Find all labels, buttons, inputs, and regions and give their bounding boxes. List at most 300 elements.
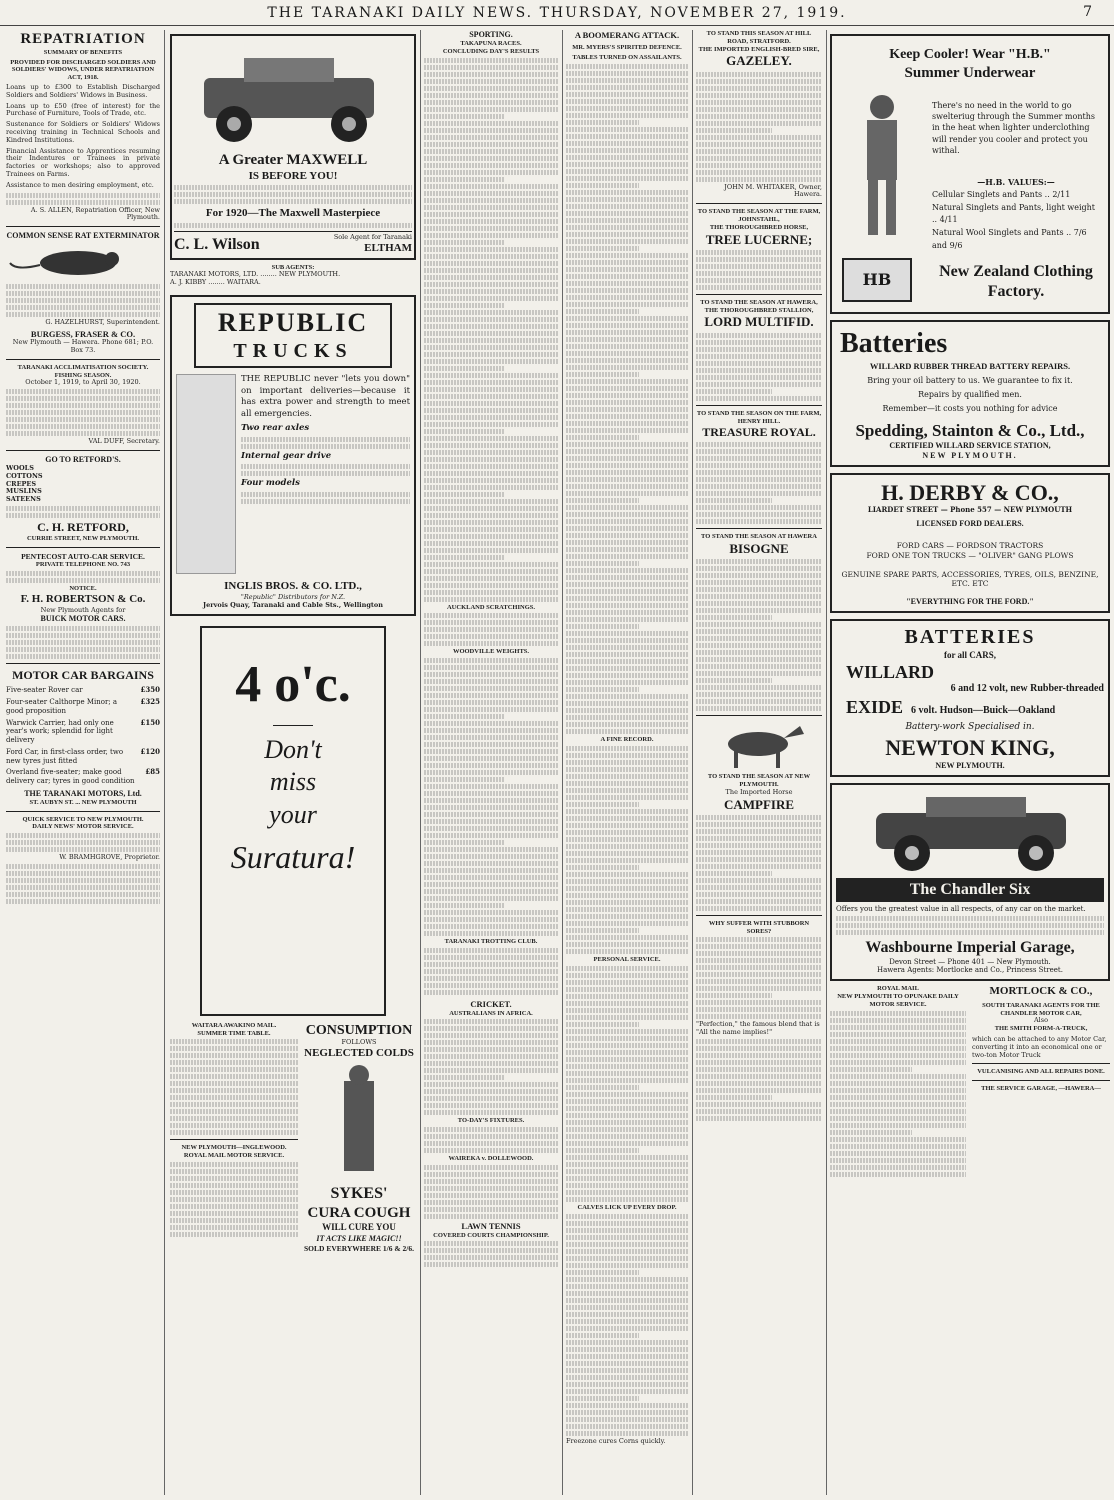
text-line [566, 176, 688, 181]
text-line [566, 893, 688, 898]
cricket-subheading: AUSTRALIANS IN AFRICA. [449, 1009, 533, 1017]
text-line [424, 114, 504, 119]
text-line [696, 885, 822, 890]
text-line [566, 914, 688, 919]
notice-heading: NOTICE. [69, 585, 97, 592]
text-line [696, 594, 822, 599]
text-line [424, 576, 558, 581]
text-line [424, 889, 558, 894]
mortlock-truck: THE SMITH FORM-A-TRUCK, [994, 1025, 1088, 1033]
woodville-text [424, 658, 558, 936]
quick-service-sub: DAILY NEWS' MOTOR SERVICE. [32, 823, 134, 831]
suratura-line: Don't [264, 734, 322, 764]
text-line [696, 449, 822, 454]
text-line [424, 100, 558, 105]
text-line [424, 826, 558, 831]
waitara-title: WAITARA AWAKINO MAIL. [191, 1021, 277, 1029]
text-line [424, 534, 558, 539]
text-line [424, 590, 558, 595]
text-line [566, 858, 688, 863]
text-line [696, 512, 822, 517]
text-line [424, 1179, 558, 1184]
text-line [566, 809, 688, 814]
text-line [696, 333, 822, 338]
text-line [424, 429, 504, 434]
batteries-line: Repairs by qualified men. [918, 389, 1022, 399]
text-line [566, 694, 688, 699]
trotting-heading: TARANAKI TROTTING CLUB. [444, 938, 538, 946]
text-line [566, 1155, 688, 1160]
text-line [424, 163, 558, 168]
text-line [566, 344, 688, 349]
text-line [424, 917, 558, 922]
text-line [696, 163, 822, 168]
text-line [424, 58, 558, 63]
text-line [424, 1214, 558, 1219]
text-line [566, 155, 688, 160]
text-line [566, 1190, 688, 1195]
text-line [424, 415, 558, 420]
text-line [696, 1014, 822, 1019]
text-line [566, 197, 688, 202]
derby-line: FORD CARS — FORDSON TRACTORS [896, 541, 1044, 551]
sporting-heading: SPORTING. [469, 30, 513, 39]
repatriation-title: REPATRIATION [20, 31, 146, 47]
derby-line: GENUINE SPARE PARTS, ACCESSORIES, TYRES, OILS, BENZINE, ETC. ETC [841, 569, 1099, 589]
text-line [566, 645, 688, 650]
lucerne-text [696, 250, 822, 290]
auckland-heading: AUCKLAND SCRATCHINGS. [446, 603, 535, 611]
text-line [696, 156, 822, 161]
text-line [566, 260, 688, 265]
text-line [696, 340, 822, 345]
text-line [696, 864, 822, 869]
text-line [696, 937, 822, 942]
text-line [566, 1183, 688, 1188]
text-line [424, 1110, 558, 1115]
royal-mail-subtitle: NEW PLYMOUTH TO OPUNAKE DAILY MOTOR SERVICE. [837, 992, 959, 1008]
text-line [566, 1001, 688, 1006]
derby-subtitle: LICENSED FORD DEALERS. [916, 519, 1024, 529]
waitara-timetable [170, 1022, 298, 1253]
text-line [424, 65, 558, 70]
text-line [424, 1033, 558, 1038]
text-line [566, 935, 688, 940]
column-rule [826, 30, 827, 1495]
text-line [566, 435, 639, 440]
corns-line: Freezone cures Corns quickly. [566, 1436, 666, 1445]
cricket-text [424, 1019, 558, 1115]
buick-heading: BUICK MOTOR CARS. [40, 614, 126, 624]
text-line [566, 795, 688, 800]
text-line [424, 756, 558, 761]
text-line [566, 505, 688, 510]
text-line [566, 1382, 688, 1387]
text-line [696, 484, 822, 489]
text-line [696, 361, 822, 366]
text-line [566, 652, 688, 657]
text-line [424, 366, 504, 371]
text-line [830, 1074, 966, 1079]
column-4 [566, 30, 688, 1495]
text-line [424, 693, 558, 698]
text-line [696, 657, 822, 662]
text-line [566, 372, 639, 377]
column-rule [692, 30, 693, 1495]
text-line [566, 844, 688, 849]
text-line [424, 527, 558, 532]
waireka-heading: WAIREKA v. DOLLEWOOD. [448, 1155, 534, 1163]
sykes-cure: WILL CURE YOU [322, 1222, 396, 1233]
text-line [696, 671, 822, 676]
text-line [696, 285, 822, 290]
retford-heading: GO TO RETFORD'S. [45, 455, 121, 465]
text-line [696, 519, 822, 524]
text-line [566, 1319, 688, 1324]
text-line [566, 1169, 688, 1174]
text-line [566, 162, 688, 167]
inglis-sub: "Republic" Distributors for N.Z. [240, 593, 346, 602]
text-line [696, 958, 822, 963]
text-line [566, 942, 688, 947]
robertson-sub: New Plymouth Agents for [40, 605, 126, 614]
text-line [696, 396, 822, 401]
gazeley-name: GAZELEY. [726, 53, 792, 69]
text-line [830, 1172, 966, 1177]
text-line [424, 847, 558, 852]
text-line [566, 1148, 639, 1153]
text-line [424, 499, 558, 504]
acclimatisation-title: TARANAKI ACCLIMATISATION SOCIETY. [17, 363, 149, 371]
text-line [566, 253, 688, 258]
text-line [424, 707, 558, 712]
motor-bargain-price: £150 [140, 717, 160, 727]
gazeley-text [696, 72, 822, 182]
sores-text [696, 937, 822, 1019]
text-line [830, 1151, 966, 1156]
fishing-dates: October 1, 1919, to April 30, 1920. [25, 378, 141, 387]
text-line [424, 135, 558, 140]
lawn-tennis-heading: LAWN TENNIS [461, 1221, 521, 1231]
text-line [696, 951, 822, 956]
text-line [566, 183, 639, 188]
text-line [424, 450, 558, 455]
text-line [566, 886, 688, 891]
mortlock-also: Also [1033, 1016, 1049, 1025]
text-line [566, 746, 688, 751]
text-line [424, 275, 558, 280]
sykes-price: SOLD EVERYWHERE 1/6 & 2/6. [304, 1243, 414, 1253]
text-line [424, 1172, 558, 1177]
text-line [566, 218, 688, 223]
motor-bargain-item [6, 686, 160, 695]
multifid-text [696, 333, 822, 401]
text-line [566, 1312, 688, 1317]
text-line [424, 749, 558, 754]
text-line [424, 714, 504, 719]
suratura-line: miss [269, 767, 317, 797]
pentecost-phone: PRIVATE TELEPHONE NO. 743 [35, 561, 131, 569]
tables-subheading: TABLES TURNED ON ASSAILANTS. [572, 54, 682, 62]
text-line [830, 1095, 966, 1100]
text-line [696, 1074, 822, 1079]
text-line [566, 1340, 688, 1345]
batteries-subtitle: WILLARD RUBBER THREAD BATTERY REPAIRS. [869, 361, 1071, 371]
text-line [424, 86, 558, 91]
rat-exterminator-title: COMMON SENSE RAT EXTERMINATOR [6, 231, 160, 241]
text-line [424, 338, 558, 343]
text-line [696, 170, 822, 175]
retford-address: CURRIE STREET, NEW PLYMOUTH. [26, 535, 140, 543]
text-line [566, 872, 688, 877]
text-line [696, 375, 822, 380]
hb-body: There's no need in the world to go swelteriug through the Summer months in the heat when lighter underclothing will render you cooler and protect you withal. [932, 101, 1095, 155]
text-line [696, 972, 822, 977]
motor-bargain-price: £120 [140, 746, 160, 756]
maxwell-title: A Greater MAXWELL [218, 151, 368, 168]
derby-slogan: "EVERYTHING FOR THE FORD." [906, 596, 1034, 606]
rat-signature: G. HAZELHURST, Superintendent. [45, 317, 160, 326]
text-line [566, 907, 688, 912]
text-line [424, 1040, 558, 1045]
text-line [696, 79, 822, 84]
text-line [696, 580, 822, 585]
text-line [424, 583, 558, 588]
text-line [424, 1068, 558, 1073]
text-line [566, 1078, 688, 1083]
hb-title: Keep Cooler! Wear "H.B." [889, 47, 1051, 62]
takapuna-subheading: CONCLUDING DAY'S RESULTS [442, 47, 540, 55]
taranaki-motors: THE TARANAKI MOTORS, Ltd. [24, 788, 142, 798]
text-line [696, 892, 822, 897]
sub-agent: TARANAKI MOTORS, LTD. ........ NEW PLYMOUTH. [170, 270, 341, 279]
text-line [424, 555, 504, 560]
text-line [696, 843, 822, 848]
text-line [566, 491, 688, 496]
consumption-title: CONSUMPTION [305, 1022, 413, 1038]
text-line [566, 774, 688, 779]
text-line [566, 540, 688, 545]
text-line [566, 596, 688, 601]
text-line [424, 686, 558, 691]
multifid-name: LORD MULTIFID. [704, 314, 814, 330]
text-line [424, 1103, 558, 1108]
text-line [424, 324, 558, 329]
text-line [424, 812, 558, 817]
text-line [424, 205, 558, 210]
text-line [696, 871, 772, 876]
text-line [830, 1158, 966, 1163]
text-line [566, 232, 688, 237]
man-illustration [842, 92, 922, 242]
text-line [566, 1354, 688, 1359]
text-line [424, 254, 558, 259]
column-rule [562, 30, 563, 1495]
sykes-ad [302, 1022, 416, 1253]
lucerne-subheading: THE THOROUGHBRED HORSE, [709, 223, 809, 231]
text-line [566, 1120, 688, 1125]
service-garage: THE SERVICE GARAGE, —HAWERA— [981, 1085, 1101, 1093]
text-line [424, 569, 558, 574]
text-line [696, 1046, 822, 1051]
text-line [566, 428, 688, 433]
auckland-text [424, 613, 558, 646]
text-line [566, 729, 688, 734]
text-line [696, 456, 822, 461]
text-line [696, 829, 822, 834]
text-line [696, 1053, 822, 1058]
repatriation-item: Sustenance for Soldiers or Soldiers' Widows receiving training in Technical Schools and Kindred Institutions. [6, 120, 160, 144]
text-line [566, 302, 688, 307]
maxwell-car-illustration [174, 38, 412, 148]
text-line [696, 836, 822, 841]
text-line [696, 650, 822, 655]
text-line [566, 99, 688, 104]
text-line [424, 1241, 558, 1246]
text-line [696, 114, 822, 119]
text-line [424, 969, 558, 974]
text-line [424, 700, 558, 705]
text-line [566, 851, 688, 856]
republic-drive: Internal gear drive [241, 450, 332, 461]
text-line [566, 281, 688, 286]
republic-lead: THE REPUBLIC never "lets you down" on important deliveries—because it has extra power and strength to meet all emergencies. [241, 374, 410, 419]
text-line [566, 1050, 688, 1055]
text-line [424, 121, 558, 126]
text-line [424, 1127, 558, 1132]
text-line [566, 987, 688, 992]
text-line [696, 121, 822, 126]
text-line [424, 506, 558, 511]
text-line [566, 1029, 688, 1034]
text-line [566, 127, 688, 132]
text-line [566, 400, 688, 405]
text-line [424, 597, 558, 602]
mortlock-subtitle: SOUTH TARANAKI AGENTS FOR THE CHANDLER MOTOR CAR, [982, 1001, 1100, 1017]
text-line [566, 1396, 639, 1401]
text-line [696, 177, 822, 182]
text-line [696, 278, 822, 283]
republic-trucks-ad [170, 295, 416, 616]
text-line [424, 1141, 558, 1146]
hb-subtitle: Summer Underwear [904, 64, 1036, 81]
text-line [696, 699, 822, 704]
text-line [566, 701, 688, 706]
text-line [566, 879, 688, 884]
calves-text [566, 1214, 688, 1436]
text-line [566, 1134, 688, 1139]
text-line [424, 352, 558, 357]
text-line [566, 190, 688, 195]
text-line [424, 436, 558, 441]
text-line [696, 347, 822, 352]
text-line [566, 1333, 639, 1338]
takapuna-heading: TAKAPUNA RACES. [460, 40, 522, 47]
text-line [696, 559, 822, 564]
text-line [424, 861, 558, 866]
text-line [830, 1067, 912, 1072]
chandler-ad [830, 783, 1110, 981]
batteries-title: Batteries [840, 328, 948, 359]
text-line [566, 267, 688, 272]
washbourne-agents: Hawera Agents: Mortlocke and Co., Princess Street. [877, 966, 1063, 975]
text-line [566, 816, 688, 821]
text-line [424, 373, 558, 378]
horse-illustration [696, 720, 822, 770]
text-line [566, 966, 688, 971]
text-line [424, 1165, 558, 1170]
derby-address: LIARDET STREET — Phone 557 — NEW PLYMOUTH [867, 505, 1073, 515]
multifid-heading: TO STAND THE SEASON AT HAWERA, THE THOROUGHBRED STALLION, [700, 298, 818, 314]
text-line [424, 868, 558, 873]
text-line [424, 422, 558, 427]
text-line [566, 274, 688, 279]
text-line [566, 1368, 688, 1373]
calves-heading: CALVES LICK UP EVERY DROP. [577, 1203, 677, 1211]
batteries-line: Bring your oil battery to us. We guarantee to fix it. [867, 375, 1073, 385]
motor-bargain-price: £85 [145, 767, 160, 777]
retford-name: C. H. RETFORD, [37, 520, 129, 535]
text-line [566, 1284, 688, 1289]
motor-bargain-price: £350 [140, 685, 160, 695]
text-line [696, 822, 822, 827]
quick-service-signature: W. BRAMHGROVE, Proprietor. [59, 853, 160, 862]
derby-line: FORD ONE TON TRUCKS — "OLIVER" GANG PLOWS [866, 550, 1074, 560]
text-line [566, 211, 688, 216]
text-line [696, 250, 822, 255]
text-line [566, 900, 688, 905]
text-line [424, 408, 558, 413]
text-line [566, 1305, 688, 1310]
text-line [696, 857, 822, 862]
text-line [696, 615, 772, 620]
text-line [696, 477, 822, 482]
boomerang-text [566, 64, 688, 734]
text-line [696, 1000, 822, 1005]
waireka-text [424, 1165, 558, 1219]
motor-bargain-item [6, 748, 160, 766]
text-line [696, 1116, 822, 1121]
text-line [424, 261, 558, 266]
personal-service-text [566, 966, 688, 1202]
text-line [696, 850, 822, 855]
text-line [566, 1071, 688, 1076]
bisogne-name: BISOGNE [729, 541, 789, 557]
text-line [566, 204, 688, 209]
text-line [424, 1248, 558, 1253]
text-line [696, 135, 822, 140]
text-line [566, 980, 688, 985]
gazeley-signature: JOHN M. WHITAKER, Owner, Hawera. [724, 182, 822, 199]
text-line [566, 781, 688, 786]
text-line [424, 282, 558, 287]
text-line [830, 1032, 966, 1037]
column-6 [830, 30, 1110, 1495]
text-line [424, 1019, 558, 1024]
text-line [566, 498, 639, 503]
trotting-text [424, 948, 558, 995]
text-line [566, 421, 688, 426]
text-line [696, 678, 772, 683]
text-line [424, 240, 504, 245]
text-line [424, 562, 558, 567]
retford-item: WOOLS [6, 464, 34, 473]
text-line [424, 520, 558, 525]
text-line [566, 1085, 639, 1090]
text-line [566, 379, 688, 384]
text-line [424, 777, 504, 782]
sykes-title: SYKES' [330, 1184, 388, 1202]
